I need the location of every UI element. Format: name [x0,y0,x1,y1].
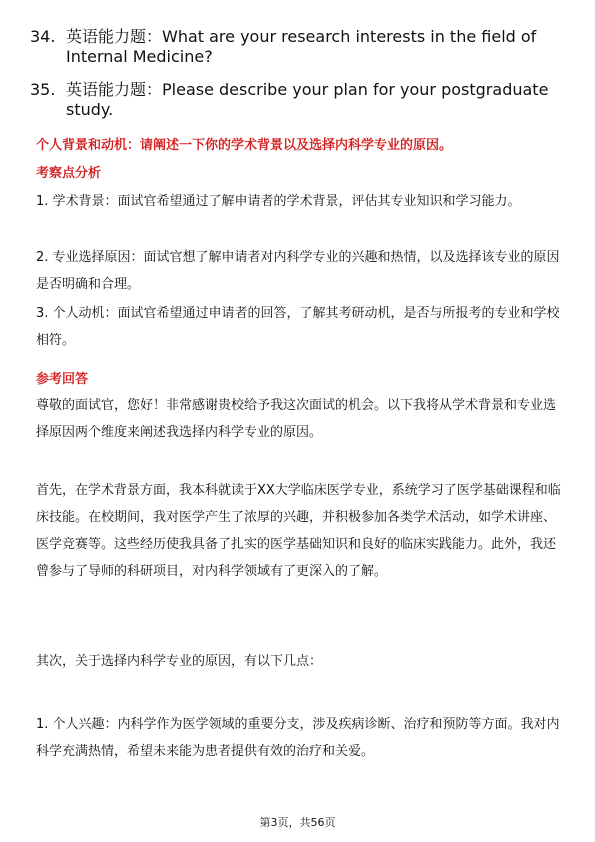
answer-paragraph-1: 尊敬的面试官，您好！非常感谢贵校给予我这次面试的机会。以下我将从学术背景和专业选择原因两个维度来阐述我选择内科学专业的原因。 [36,398,557,440]
page-footer: 第3页，共56页 [259,816,336,829]
analysis-item-1: 1. 学术背景：面试官希望通过了解申请者的学术背景，评估其专业知识和学习能力。 [36,194,521,209]
question-text-line1: 英语能力题：Please describe your plan for your postgraduate [66,80,549,99]
question-34 [30,27,550,67]
question-number: 34. [30,27,56,46]
question-text-line2: study. [66,100,114,119]
analysis-heading: 考察点分析 [36,166,102,181]
answer-paragraph-4: 1. 个人兴趣：内科学作为医学领域的重要分支，涉及疾病诊断、治疗和预防等方面。我对内科学充满热情，希望未来能为患者提供有效的治疗和关爱。 [36,717,560,759]
analysis-item-2: 2. 专业选择原因：面试官想了解申请者对内科学专业的兴趣和热情，以及选择该专业的原因是否明确和合理。 [36,250,560,292]
analysis-item-3: 3. 个人动机：面试官希望通过申请者的回答，了解其考研动机，是否与所报考的专业和学校相符。 [36,306,560,348]
question-text-line1: 英语能力题：What are your research interests in the field of [66,27,537,46]
question-number: 35. [30,80,56,99]
answer-paragraph-3: 其次，关于选择内科学专业的原因，有以下几点： [36,654,323,669]
question-text-line2: Internal Medicine? [66,47,213,66]
answer-heading: 参考回答 [36,372,89,387]
answer-paragraph-2: 首先，在学术背景方面，我本科就读于XX大学临床医学专业，系统学习了医学基础课程和临床技能。在校期间，我对医学产生了浓厚的兴趣，并积极参加各类学术活动，如学术讲座、医学竞赛等。这些经历使我具备了扎实的医学基础知识和良好的临床实践能力。此外，我还曾参与了导师的科研项目，对内科学领域有了更深入的了解。 [36,483,561,579]
topic-title: 个人背景和动机：请阐述一下你的学术背景以及选择内科学专业的原因。 [36,138,453,153]
question-35 [30,80,550,120]
